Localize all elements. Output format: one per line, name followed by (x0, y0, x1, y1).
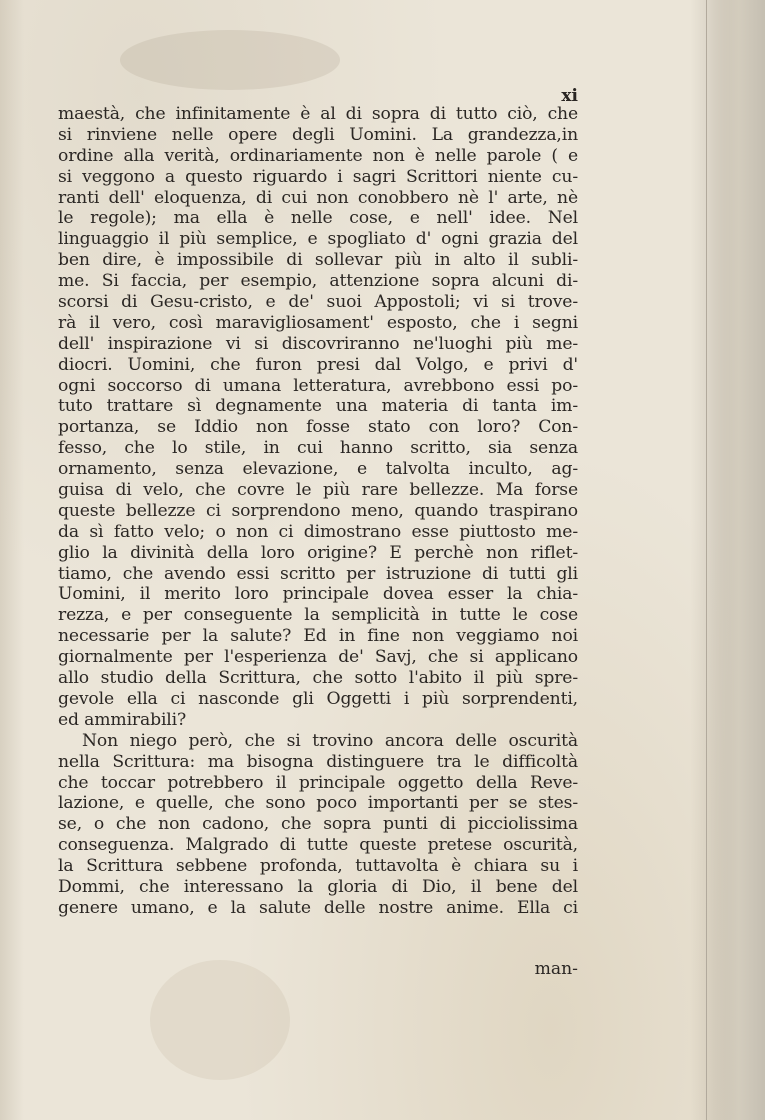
text-line: guisa di velo, che covre le più rare bellezze. Ma forse (58, 480, 578, 501)
text-line: rezza, e per conseguente la semplicità in tutte le cose (58, 605, 578, 626)
text-line: nella Scrittura: ma bisogna distinguere tra le difficoltà (58, 751, 578, 772)
text-line: ordine alla verità, ordinariamente non è nelle parole ( e (58, 145, 578, 166)
text-line: la Scrittura sebbene profonda, tuttavolta è chiara su i (58, 856, 578, 877)
text-line: queste bellezze ci sorprendono meno, quando traspirano (58, 500, 578, 521)
text-line: lazione, e quelle, che sono poco importanti per se stes- (58, 793, 578, 814)
catchword: man- (534, 959, 578, 979)
text-line: dell' inspirazione vi si discovriranno ne'luoghi più me- (58, 333, 578, 354)
text-line: gevole ella ci nasconde gli Oggetti i più sorprendenti, (58, 688, 578, 709)
text-line: ranti dell' eloquenza, di cui non conobbero nè l' arte, nè (58, 187, 578, 208)
text-line: ed ammirabili? (58, 709, 187, 730)
text-line: glio la divinità della loro origine? E perchè non riflet- (58, 542, 578, 563)
text-line: ben dire, è impossibile di sollevar più in alto il subli- (58, 250, 578, 271)
paper-stain (120, 30, 340, 90)
text-line: si rinviene nelle opere degli Uomini. La grandezza,in (58, 124, 578, 145)
text-line: genere umano, e la salute delle nostre anime. Ella ci (58, 897, 578, 918)
page-number: xi (561, 86, 578, 106)
text-line: le regole); ma ella è nelle cose, e nell' idee. Nel (58, 208, 578, 229)
text-line: conseguenza. Malgrado di tutte queste pretese oscurità, (58, 835, 578, 856)
text-line: da sì fatto velo; o non ci dimostrano esse piuttosto me- (58, 521, 578, 542)
text-line: giornalmente per l'esperienza de' Savj, che si applicano (58, 647, 578, 668)
text-line: tiamo, che avendo essi scritto per istruzione di tutti gli (58, 563, 578, 584)
text-line: scorsi di Gesu-cristo, e de' suoi Appostoli; vi si trove- (58, 292, 578, 313)
text-line: ogni soccorso di umana letteratura, avrebbono essi po- (58, 375, 578, 396)
text-line: se, o che non cadono, che sopra punti di picciolissima (58, 814, 578, 835)
text-line: portanza, se Iddio non fosse stato con loro? Con- (58, 417, 578, 438)
page-edge-shadow (706, 0, 765, 1120)
text-line: necessarie per la salute? Ed in fine non veggiamo noi (58, 626, 578, 647)
text-line: ornamento, senza elevazione, e talvolta inculto, ag- (58, 459, 578, 480)
paper-stain (150, 960, 290, 1080)
text-line: Non niego però, che si trovino ancora delle oscurità (82, 730, 578, 751)
text-line: maestà, che infinitamente è al di sopra di tutto ciò, che (58, 104, 578, 124)
text-line: linguaggio il più semplice, e spogliato d' ogni grazia del (58, 229, 578, 250)
text-line: diocri. Uomini, che furon presi dal Volgo, e privi d' (58, 354, 578, 375)
text-line: me. Si faccia, per esempio, attenzione sopra alcuni di- (58, 271, 578, 292)
text-line: si veggono a questo riguardo i sagri Scrittori niente cu- (58, 166, 578, 187)
text-line: Dommi, che interessano la gloria di Dio, il bene del (58, 876, 578, 897)
text-line: allo studio della Scrittura, che sotto l'abito il più spre- (58, 668, 578, 689)
text-line: tuto trattare sì degnamente una materia di tanta im- (58, 396, 578, 417)
body-text (58, 104, 578, 919)
text-line: fesso, che lo stile, in cui hanno scritto, sia senza (58, 438, 578, 459)
text-line: Uomini, il merito loro principale dovea esser la chia- (58, 584, 578, 605)
text-line: rà il vero, così maravigliosament' esposto, che i segni (58, 312, 578, 333)
text-line: che toccar potrebbero il principale oggetto della Reve- (58, 772, 578, 793)
